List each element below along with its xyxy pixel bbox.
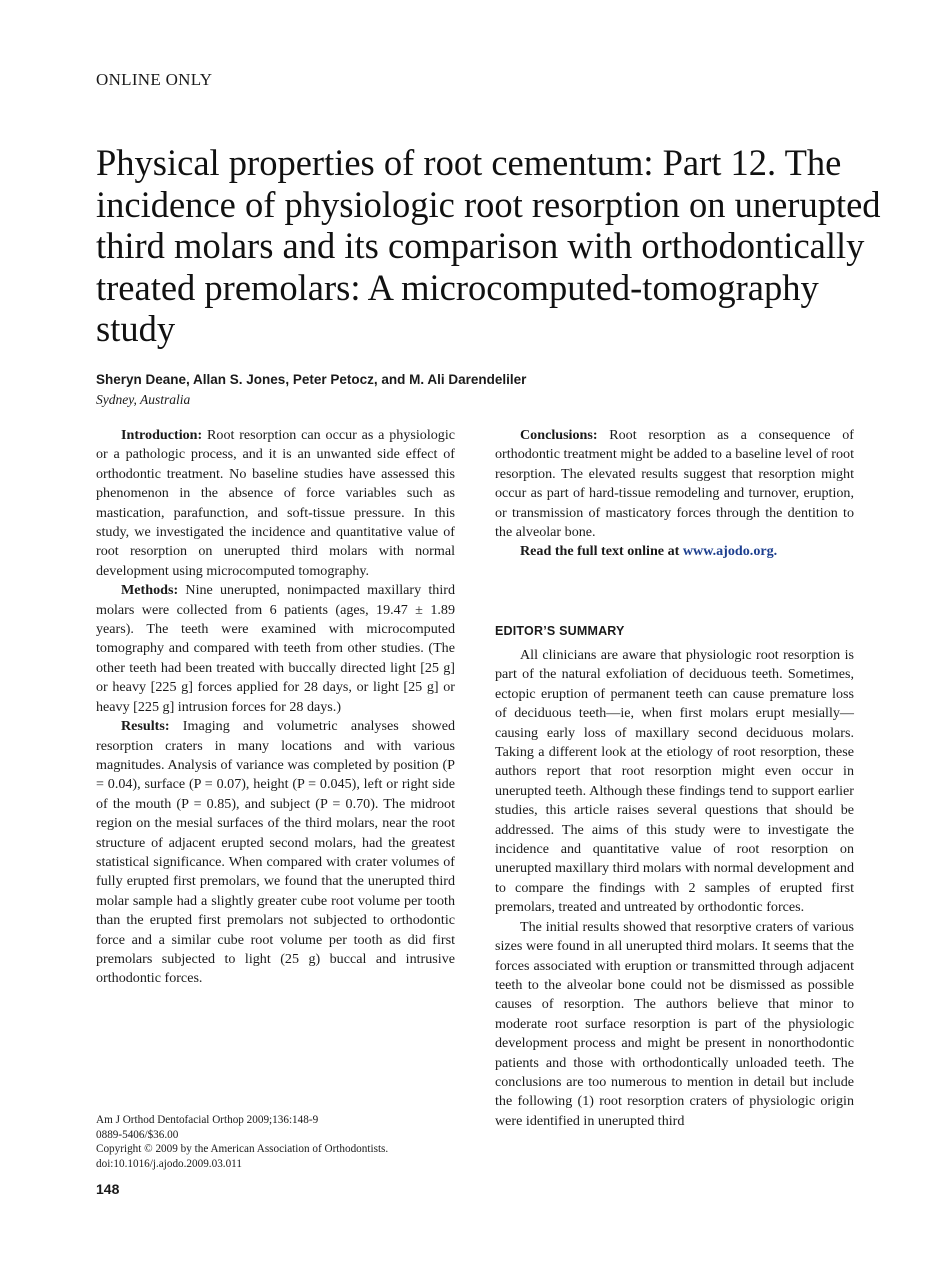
results-text: Imaging and volumetric analyses showed resorption craters in many locations and with various magnitudes. Analysis of variance was completed by position (P = 0.04), surface (P = 0.07), height (P = 0.045), left or right side of the mouth (P = 0.85), and subject (P = 0.70). The midroot region on the mesial surfaces of the third molars, near the root structure of adjacent erupted second molars, had the greatest statistical significance. When compared with crater volumes of fully erupted first premolars, we found that the unerupted third molar sample had a slightly greater cube root volume per tooth than the erupted first premolars not subjected to orthodontic force and a similar cube root volume per tooth as did first premolars subjected to light (25 g) buccal and intrusive orthodontic forces.: [96, 718, 455, 987]
editors-summary-paragraph: All clinicians are aware that physiologic root resorption is part of the natural exfoliation of deciduous teeth. Sometimes, ectopic eruption of permanent teeth can cause premature loss of deciduous teeth—ie, when first molars erupt mesially—causing early loss of maxillary second deciduous molars. Taking a different look at the etiology of root resorption, these authors report that root resorption might even occur in unerupted teeth. Although these findings tend to support earlier studies, this article raises several questions that should be addressed. The aims of this study were to investigate the incidence and quantitative value of root resorption on unerupted maxillary third molars with normal development and to compare the findings with 2 samples of erupted first premolars, treated and untreated by orthodontic forces.: [495, 647, 854, 916]
publication-info: [96, 1113, 388, 1171]
abstract-methods: [96, 581, 455, 717]
author-list: Sheryn Deane, Allan S. Jones, Peter Petocz, and M. Ali Darendeliler: [96, 372, 527, 387]
introduction-label: Introduction:: [121, 427, 203, 443]
issn-line: 0889-5406/$36.00: [96, 1128, 179, 1141]
editors-summary-body: [495, 646, 854, 1131]
methods-text: Nine unerupted, nonimpacted maxillary third molars were collected from 6 patients (ages, 19.47 ± 1.89 years). The teeth were examined with microcomputed tomography and compared with teeth from other studies. (The other teeth had been treated with buccally directed light [25 g] or heavy [225 g] forces applied for 28 days, or light [25 g] or heavy [225 g] intrusion forces for 28 days.): [96, 582, 455, 715]
conclusions-label: Conclusions:: [520, 427, 598, 443]
doi-line: doi:10.1016/j.ajodo.2009.03.011: [96, 1157, 242, 1170]
copyright-line: Copyright © 2009 by the American Association of Orthodontists.: [96, 1143, 389, 1156]
editors-summary-paragraph: The initial results showed that resorptive craters of various sizes were found in all unerupted third molars. It seems that the forces associated with eruption or transmitted through adjacent teeth to the alveolar bone could not be dismissed as possible causes of resorption. The authors believe that minor to moderate root surface resorption is part of the physiologic development process and might be present in nonorthodontic patients and those with orthodontically unloaded teeth. The conclusions are too numerous to mention in detail but include the following (1) root resorption craters of physiologic origin were identified in unerupted third: [495, 918, 854, 1129]
author-location: Sydney, Australia: [96, 392, 191, 407]
results-label: Results:: [121, 718, 170, 735]
citation-line: Am J Orthod Dentofacial Orthop 2009;136:148-9: [96, 1114, 319, 1126]
read-more-text: Read the full text online at: [520, 543, 683, 560]
abstract-introduction: [96, 426, 455, 581]
abstract-right-column: [495, 426, 854, 562]
abstract-conclusions: [495, 426, 854, 542]
introduction-text: Root resorption can occur as a physiologic or a pathologic process, and it is an unwanted side effect of orthodontic treatment. No baseline studies have assessed this phenomenon in the absence of force variables such as mastication, parafunction, and soft-tissue pressure. In this study, we investigated the incidence and quantitative value of root resorption on unerupted third molars with normal development using microcomputed tomography.: [96, 427, 455, 579]
read-more-line: [495, 542, 854, 561]
article-title: Physical properties of root cementum: Part 12. The incidence of physiologic root resorption on unerupted third molars and its comparison with orthodontically treated premolars: A microcomputed-tomography study: [96, 142, 881, 349]
conclusions-text: Root resorption as a consequence of orthodontic treatment might be added to a baseline level of root resorption. The elevated results suggest that resorption might occur as part of hard-tissue remodeling and turnover, eruption, or transmission of masticatory forces through the dentition to the alveolar bone.: [495, 427, 854, 541]
editors-summary-heading: EDITOR’S SUMMARY: [495, 624, 625, 638]
section-label: ONLINE ONLY: [96, 70, 213, 89]
journal-link[interactable]: www.ajodo.org.: [682, 543, 778, 560]
abstract-results: [96, 717, 455, 989]
methods-label: Methods:: [121, 582, 179, 599]
abstract-left-column: [96, 426, 455, 989]
page-number: 148: [96, 1181, 120, 1197]
